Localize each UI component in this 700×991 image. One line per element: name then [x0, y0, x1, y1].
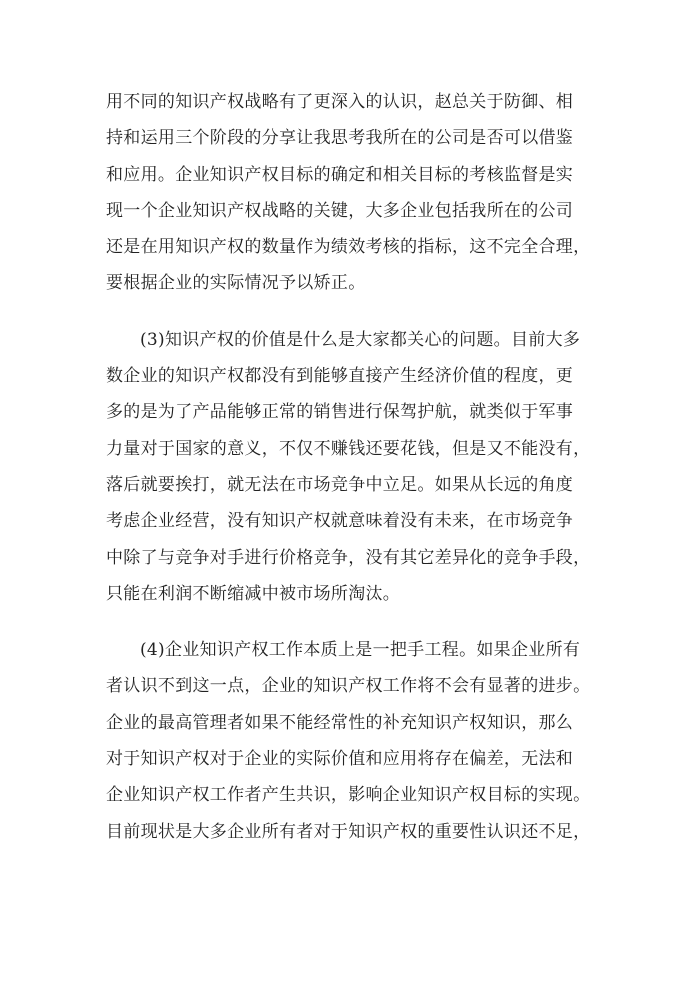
text-line: 企业的最高管理者如果不能经常性的补充知识产权知识，那么: [106, 712, 574, 733]
text-line: 对于知识产权对于企业的实际价值和应用将存在偏差，无法和: [106, 749, 574, 770]
text-line: (3)知识产权的价值是什么是大家都关心的问题。目前大多: [140, 329, 581, 350]
text-line: 和应用。企业知识产权目标的确定和相关目标的考核监督是实: [106, 164, 574, 185]
paragraph-3: [106, 632, 602, 850]
text-line: 考虑企业经营，没有知识产权就意味着没有未来，在市场竞争: [106, 511, 574, 532]
text-line: 现一个企业知识产权战略的关键，大多企业包括我所在的公司: [106, 200, 574, 221]
paragraph-1: [106, 84, 602, 302]
text-line: 企业知识产权工作者产生共识，影响企业知识产权目标的实现。: [106, 785, 591, 806]
text-line: 持和运用三个阶段的分享让我思考我所在的公司是否可以借鉴: [106, 128, 574, 149]
text-line: (4)企业知识产权工作本质上是一把手工程。如果企业所有: [140, 640, 581, 661]
text-line: 中除了与竞争对手进行价格竞争，没有其它差异化的竞争手段，: [106, 547, 591, 568]
text-line: 者认识不到这一点，企业的知识产权工作将不会有显著的进步。: [106, 676, 591, 697]
text-line: 落后就要挨打，就无法在市场竞争中立足。如果从长远的角度: [106, 474, 574, 495]
document-body: [106, 84, 602, 850]
text-line: 目前现状是大多企业所有者对于知识产权的重要性认识还不足，: [106, 821, 591, 842]
text-line: 数企业的知识产权都没有到能够直接产生经济价值的程度，更: [106, 366, 574, 387]
text-line: 力量对于国家的意义，不仅不赚钱还要花钱，但是又不能没有，: [106, 438, 591, 459]
text-line: 要根据企业的实际情况予以矫正。: [106, 273, 366, 294]
text-line: 多的是为了产品能够正常的销售进行保驾护航，就类似于军事: [106, 402, 574, 423]
paragraph-2: [106, 322, 602, 612]
text-line: 用不同的知识产权战略有了更深入的认识，赵总关于防御、相: [106, 92, 574, 112]
text-line: 还是在用知识产权的数量作为绩效考核的指标，这不完全合理，: [106, 237, 591, 258]
text-line: 只能在利润不断缩减中被市场所淘汰。: [106, 583, 401, 604]
